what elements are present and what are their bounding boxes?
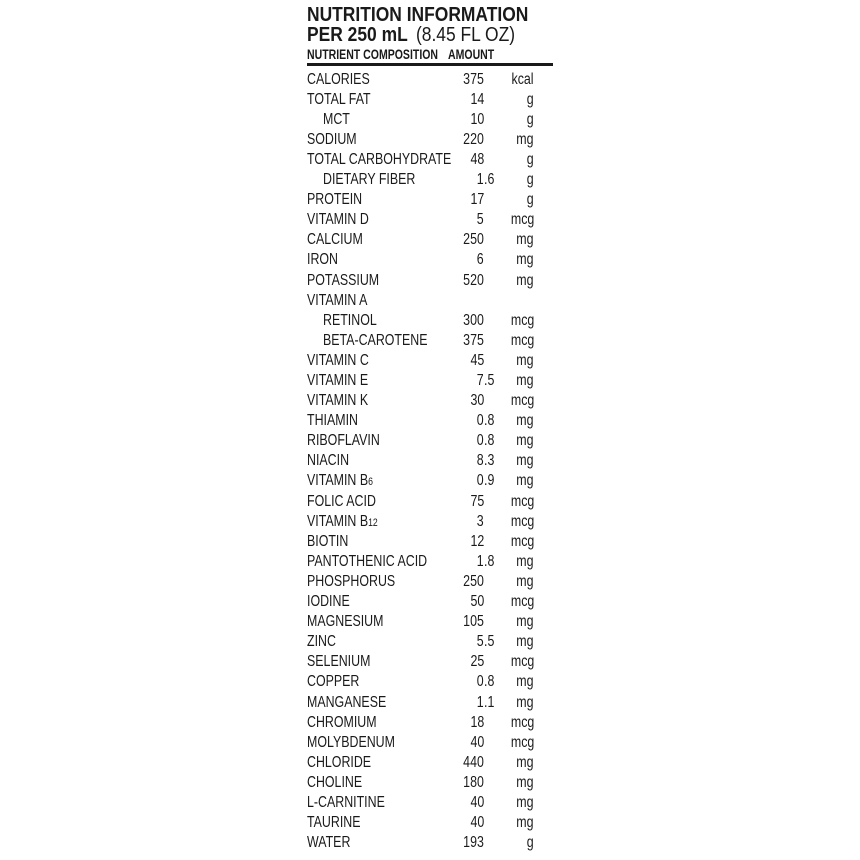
nutrient-label: CHLORIDE	[307, 753, 372, 771]
nutrient-label: TOTAL CARBOHYDRATE	[307, 150, 452, 168]
column-header-row	[307, 49, 553, 61]
amount-value: 12	[470, 532, 484, 550]
amount-value: 375	[463, 70, 484, 88]
nutrient-label: CALORIES	[307, 70, 370, 88]
table-row	[307, 331, 553, 351]
amount-unit: g	[527, 150, 534, 168]
nutrient-label-subscript: 12	[368, 516, 378, 529]
amount-value: 3	[477, 512, 484, 530]
amount-value: 1	[477, 693, 484, 711]
amount-value: 8	[477, 452, 484, 470]
table-row	[307, 90, 553, 110]
nutrient-table	[307, 70, 553, 854]
table-row	[307, 230, 553, 250]
amount-unit: mcg	[510, 311, 534, 329]
column-header-nutrient: NUTRIENT COMPOSITION	[307, 47, 439, 62]
amount-value: 17	[470, 191, 484, 209]
table-row	[307, 632, 553, 652]
amount-unit: mg	[516, 130, 534, 148]
amount-unit: mg	[516, 231, 534, 249]
amount-unit: mcg	[510, 211, 534, 229]
amount-unit: mcg	[510, 532, 534, 550]
serving-size-line	[307, 25, 516, 45]
nutrient-label: MOLYBDENUM	[307, 733, 395, 751]
table-row	[307, 210, 553, 230]
amount-unit: kcal	[511, 70, 534, 88]
nutrient-label: ZINC	[307, 633, 336, 651]
table-row	[307, 532, 553, 552]
nutrient-label: THIAMIN	[307, 412, 358, 430]
nutrient-label: POTASSIUM	[307, 271, 380, 289]
table-row	[307, 733, 553, 753]
amount-fraction: .3	[484, 452, 495, 470]
nutrient-label: IRON	[307, 251, 338, 269]
amount-unit: mg	[516, 613, 534, 631]
nutrient-label: CHOLINE	[307, 773, 363, 791]
nutrient-label: MAGNESIUM	[307, 613, 384, 631]
nutrient-label: WATER	[307, 834, 351, 852]
table-row	[307, 391, 553, 411]
table-row	[307, 110, 553, 130]
table-row	[307, 813, 553, 833]
amount-value: 375	[463, 331, 484, 349]
amount-value: 75	[470, 492, 484, 510]
table-row	[307, 150, 553, 170]
amount-unit: mg	[516, 572, 534, 590]
table-row	[307, 451, 553, 471]
amount-fraction: .8	[484, 432, 495, 450]
nutrient-label: DIETARY FIBER	[323, 171, 416, 189]
table-row	[307, 291, 553, 311]
nutrient-label: RIBOFLAVIN	[307, 432, 380, 450]
amount-fraction: .5	[484, 372, 495, 389]
amount-unit: g	[527, 110, 534, 128]
table-row	[307, 351, 553, 371]
amount-value: 40	[470, 814, 484, 832]
table-row	[307, 311, 553, 331]
amount-fraction: .6	[484, 171, 495, 189]
amount-unit: mg	[516, 673, 534, 691]
amount-value: 300	[463, 311, 484, 329]
amount-unit: mcg	[510, 593, 534, 611]
amount-unit: mg	[516, 251, 534, 269]
column-header-amount: AMOUNT	[448, 47, 495, 62]
amount-unit: g	[527, 171, 534, 189]
amount-unit: mcg	[510, 492, 534, 510]
nutrient-label: CALCIUM	[307, 231, 363, 249]
amount-value: 14	[470, 90, 484, 108]
amount-value: 25	[470, 653, 484, 671]
nutrient-label: SODIUM	[307, 130, 357, 148]
amount-value: 40	[470, 793, 484, 811]
amount-unit: mg	[516, 693, 534, 711]
table-row	[307, 833, 553, 853]
amount-value: 0	[477, 673, 484, 691]
amount-value: 45	[470, 351, 484, 369]
table-row	[307, 190, 553, 210]
table-row	[307, 552, 553, 572]
amount-unit: mcg	[510, 733, 534, 751]
nutrient-label: PHOSPHORUS	[307, 572, 396, 590]
serving-size-bold: PER 250 mL	[307, 23, 408, 46]
table-row	[307, 793, 553, 813]
amount-value: 18	[470, 713, 484, 731]
amount-value: 105	[463, 613, 484, 631]
amount-unit: mcg	[510, 392, 534, 410]
amount-unit: mg	[516, 472, 534, 490]
amount-unit: mg	[516, 814, 534, 832]
page-title: NUTRITION INFORMATION	[307, 3, 529, 26]
table-row	[307, 250, 553, 270]
serving-size-fl-oz: (8.45 FL OZ)	[415, 23, 516, 46]
table-row	[307, 713, 553, 733]
amount-fraction: .8	[484, 673, 495, 691]
amount-value: 1	[477, 552, 484, 570]
nutrient-label: COPPER	[307, 673, 360, 691]
nutrient-label: VITAMIN C	[307, 351, 369, 369]
nutrient-label: TOTAL FAT	[307, 90, 371, 108]
amount-unit: mg	[516, 351, 534, 369]
nutrient-label: CHROMIUM	[307, 713, 377, 731]
amount-unit: g	[527, 90, 534, 108]
nutrient-label: VITAMIN K	[307, 392, 369, 410]
table-row	[307, 652, 553, 672]
amount-fraction: .9	[484, 472, 495, 490]
amount-value: 10	[470, 110, 484, 128]
nutrient-label: TAURINE	[307, 814, 361, 832]
amount-fraction: .1	[484, 693, 495, 711]
nutrient-label: RETINOL	[323, 311, 377, 329]
amount-unit: mcg	[510, 331, 534, 349]
amount-unit: g	[527, 191, 534, 209]
amount-unit: mg	[516, 773, 534, 791]
nutrient-label: VITAMIN B12	[307, 512, 378, 530]
table-row	[307, 70, 553, 90]
table-row	[307, 693, 553, 713]
table-row	[307, 431, 553, 451]
amount-value: 520	[463, 271, 484, 289]
amount-value: 193	[463, 834, 484, 852]
nutrient-label: NIACIN	[307, 452, 350, 470]
nutrient-label: MANGANESE	[307, 693, 387, 711]
nutrient-label: PROTEIN	[307, 191, 363, 209]
amount-unit: mg	[516, 271, 534, 289]
amount-value: 50	[470, 593, 484, 611]
amount-value: 440	[463, 753, 484, 771]
amount-unit: mg	[516, 552, 534, 570]
nutrient-label: FOLIC ACID	[307, 492, 376, 510]
amount-value: 180	[463, 773, 484, 791]
amount-unit: mg	[516, 633, 534, 651]
table-row	[307, 753, 553, 773]
table-row	[307, 411, 553, 431]
amount-fraction: .5	[484, 633, 495, 651]
table-row	[307, 271, 553, 291]
table-row	[307, 130, 553, 150]
nutrient-label: IODINE	[307, 593, 350, 611]
amount-fraction: .8	[484, 552, 495, 570]
nutrient-label: L-CARNITINE	[307, 793, 385, 811]
table-row	[307, 170, 553, 190]
amount-unit: mg	[516, 452, 534, 470]
amount-unit: mg	[516, 753, 534, 771]
table-row	[307, 371, 553, 391]
header-divider-rule	[307, 63, 553, 66]
amount-fraction: .8	[484, 412, 495, 430]
amount-unit: mg	[516, 432, 534, 450]
nutrient-label: BETA-CAROTENE	[323, 331, 428, 349]
amount-unit: mcg	[510, 653, 534, 671]
nutrient-label: BIOTIN	[307, 532, 349, 550]
nutrient-label: PANTOTHENIC ACID	[307, 552, 428, 570]
nutrient-label: VITAMIN A	[307, 291, 368, 309]
nutrient-label: SELENIUM	[307, 653, 371, 671]
amount-unit: mg	[516, 412, 534, 430]
amount-unit: mg	[516, 793, 534, 811]
nutrient-label: VITAMIN E	[307, 372, 369, 389]
amount-value: 48	[470, 150, 484, 168]
nutrient-label: VITAMIN D	[307, 211, 369, 229]
amount-value: 0	[477, 412, 484, 430]
amount-value: 6	[477, 251, 484, 269]
amount-unit: mcg	[510, 713, 534, 731]
nutrition-label	[307, 4, 553, 853]
amount-unit: mg	[516, 372, 534, 389]
table-row	[307, 612, 553, 632]
table-row	[307, 512, 553, 532]
amount-value: 250	[463, 231, 484, 249]
amount-value: 250	[463, 572, 484, 590]
table-row	[307, 773, 553, 793]
amount-value: 1	[477, 171, 484, 189]
nutrient-label: VITAMIN B6	[307, 472, 373, 490]
nutrient-label-subscript: 6	[368, 476, 373, 489]
amount-value: 5	[477, 211, 484, 229]
amount-value: 0	[477, 472, 484, 490]
nutrient-label: MCT	[323, 110, 350, 128]
amount-value: 5	[477, 633, 484, 651]
amount-value: 40	[470, 733, 484, 751]
amount-value: 220	[463, 130, 484, 148]
table-row	[307, 471, 553, 491]
table-row	[307, 592, 553, 612]
amount-value: 7	[477, 372, 484, 389]
table-row	[307, 672, 553, 692]
table-row	[307, 492, 553, 512]
amount-value: 0	[477, 432, 484, 450]
amount-value: 30	[470, 392, 484, 410]
table-row	[307, 572, 553, 592]
amount-unit: g	[527, 834, 534, 852]
amount-unit: mcg	[510, 512, 534, 530]
